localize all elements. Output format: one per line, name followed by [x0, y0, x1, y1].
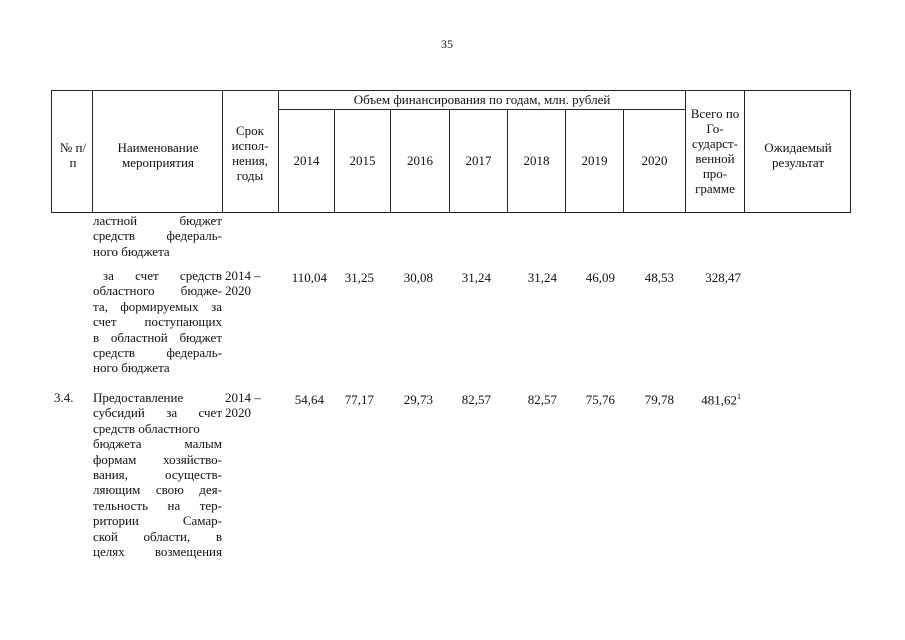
row-b-value-2017: 82,57 — [461, 392, 491, 407]
header-year-2020: 2020 — [641, 152, 668, 168]
table-header — [51, 90, 851, 213]
continued-name-text: ластной бюджет средств федераль- ного бюджета — [93, 213, 222, 259]
header-year-2017: 2017 — [465, 152, 492, 168]
row-b-value-2016: 29,73 — [403, 392, 433, 407]
header-name: Наименование мероприятия — [117, 140, 199, 170]
row-a-name: за счет средств областного бюдже- та, формируемых за счет поступающих в областной бюджет средств федераль- ного бюджета — [93, 268, 222, 376]
row-b-total: 481,62$^1$ — [701, 392, 741, 408]
row-b-value-2019: 75,76 — [585, 392, 615, 407]
row-b-number: 3.4. — [54, 390, 74, 405]
row-a-term: 2014 – 2020 — [225, 268, 261, 299]
row-b-value-2018: 82,57 — [527, 392, 557, 407]
row-b-value-2014: 54,64 — [294, 392, 324, 407]
page-number: 35 — [441, 37, 453, 51]
header-total: Всего по Го- сударст- венной про- грамме — [690, 106, 740, 196]
header-year-2014: 2014 — [293, 152, 320, 168]
row-a-value-2017: 31,24 — [461, 270, 491, 285]
header-term: Срок испол- нения, годы — [231, 122, 269, 183]
header-no: № п/п — [59, 140, 87, 170]
row-b-term: 2014 – 2020 — [225, 390, 261, 421]
row-a-total: 328,47 — [705, 270, 741, 285]
header-year-2018: 2018 — [523, 152, 550, 168]
header-result: Ожидаемый результат — [764, 140, 832, 170]
row-b-total-footnote: 1 — [737, 392, 741, 401]
row-b-value-2020: 79,78 — [644, 392, 674, 407]
row-a-value-2015: 31,25 — [344, 270, 374, 285]
row-a-value-2019: 46,09 — [585, 270, 615, 285]
header-year-2016: 2016 — [407, 152, 433, 168]
row-a-value-2018: 31,24 — [527, 270, 557, 285]
row-a-value-2020: 48,53 — [644, 270, 674, 285]
header-year-2015: 2015 — [349, 152, 376, 168]
row-b-name: Предоставление субсидий за счет средств областного бюджета малым формам хозяйство- вания, осуществ- ляющим свою дея- тельность на тер- ритории Самар- ской области, в целях возмещения — [93, 390, 222, 560]
header-funding-group: Объем финансирования по годам, млн. рублей — [353, 92, 611, 107]
row-a-value-2014: 110,04 — [291, 270, 327, 285]
row-b-value-2015: 77,17 — [344, 392, 374, 407]
header-year-2019: 2019 — [581, 152, 608, 168]
row-a-value-2016: 30,08 — [403, 270, 433, 285]
